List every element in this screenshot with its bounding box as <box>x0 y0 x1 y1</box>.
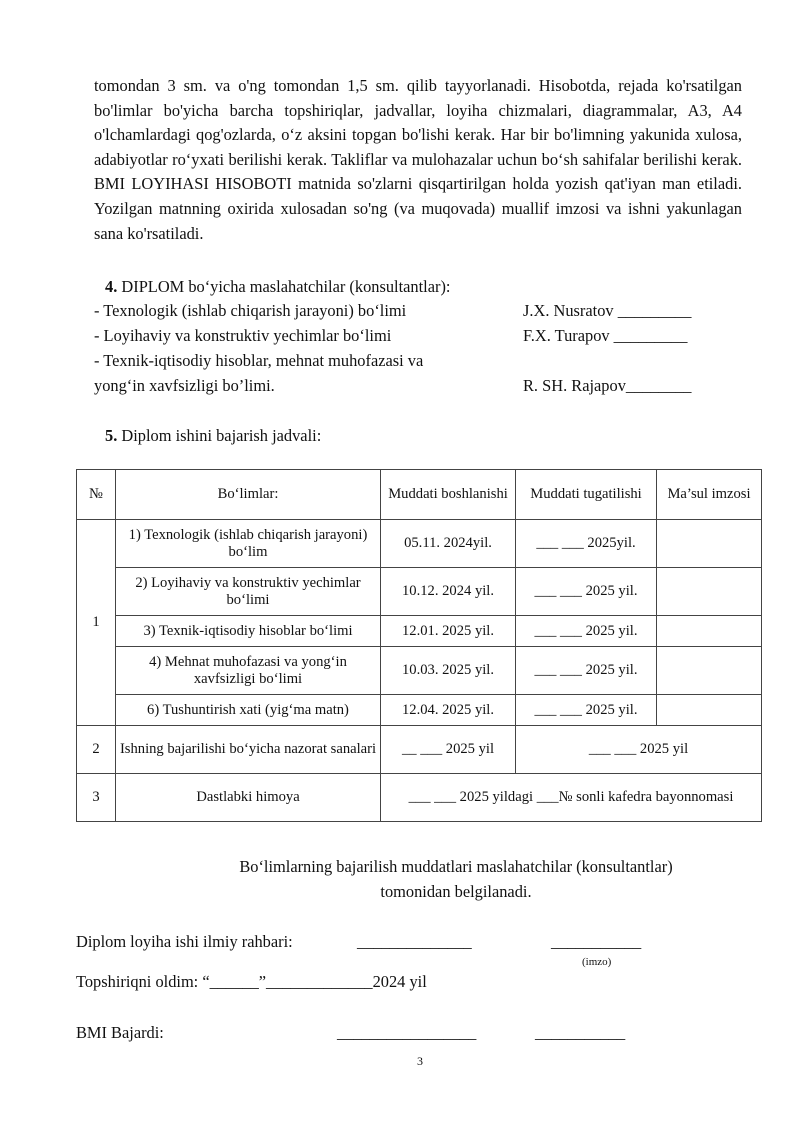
note-line: tomonidan belgilanadi. <box>380 882 532 901</box>
end-date-cell: ___ ___ 2025yil. <box>516 520 657 568</box>
start-date-cell: 12.04. 2025 yil. <box>381 695 516 726</box>
section-cell: 2) Loyihaviy va konstruktiv yechimlar bo‘limi <box>116 568 381 616</box>
row-number: 2 <box>77 726 116 774</box>
table-row <box>77 520 762 568</box>
table-row <box>77 616 762 647</box>
header-sign: Ma’sul imzosi <box>657 470 762 520</box>
consultant-item-label: - Loyihaviy va konstruktiv yechimlar bo‘limi <box>94 326 392 345</box>
consultants-heading-number: 4. <box>105 277 118 296</box>
table-row <box>77 695 762 726</box>
consultant-item-name: R. SH. Rajapov________ <box>523 376 692 395</box>
header-sections: Bo‘limlar: <box>116 470 381 520</box>
sign-cell <box>657 520 762 568</box>
supervisor-blank: ______________ <box>357 932 472 951</box>
consultant-item-label: - Texnologik (ishlab chiqarish jarayoni) bo‘limi <box>94 301 407 320</box>
consultants-heading-text: DIPLOM bo‘yicha maslahatchilar (konsultantlar): <box>117 277 451 296</box>
start-date-cell: 05.11. 2024yil. <box>381 520 516 568</box>
row-number: 3 <box>77 774 116 822</box>
table-row <box>77 774 762 822</box>
page-number: 3 <box>417 1054 423 1068</box>
header-start: Muddati boshlanishi <box>381 470 516 520</box>
consultant-item-label: yong‘in xavfsizligi bo’limi. <box>94 376 275 395</box>
sign-cell <box>657 568 762 616</box>
header-end: Muddati tugatilishi <box>516 470 657 520</box>
section-cell: Dastlabki himoya <box>116 774 381 822</box>
consultants-heading <box>105 277 450 297</box>
start-date-cell: __ ___ 2025 yil <box>381 726 516 774</box>
schedule-heading-number: 5. <box>105 426 118 445</box>
table-row <box>77 647 762 695</box>
note-line: Bo‘limlarning bajarilish muddatlari maslahatchilar (konsultantlar) <box>239 857 673 876</box>
protocol-cell: ___ ___ 2025 yildagi ___№ sonli kafedra bayonnomasi <box>381 774 762 822</box>
start-date-cell: 10.12. 2024 yil. <box>381 568 516 616</box>
end-date-cell: ___ ___ 2025 yil. <box>516 616 657 647</box>
bmi-signature-blank: ___________ <box>535 1023 626 1042</box>
sign-cell <box>657 616 762 647</box>
end-date-cell: ___ ___ 2025 yil <box>516 726 762 774</box>
end-date-cell: ___ ___ 2025 yil. <box>516 695 657 726</box>
intro-paragraph: tomondan 3 sm. va o'ng tomondan 1,5 sm. qilib tayyorlanadi. Hisobotda, rejada ko'rsatilgan bo'limlar bo'yicha barcha topshiriqlar, jadvallar, loyiha chizmalari, diagrammalar, A3, A4 o'lchamlardagi qog'ozlarda, o‘z aksini topgan bo'lishi kerak. Har bir bo'limning yakunida xulosa, adabiyotlar ro‘yxati berilishi kerak. Takliflar va mulohazalar uchun bo‘sh sahifalar berilishi kerak. BMI LOYIHASI HISOBOTI matnida so'zlarni qisqartirilgan holda yozish qat'iyan man etiladi. Yozilgan matnning oxirida xulosadan so'ng (va muqovada) muallif imzosi va ishni yakunlagan sana ko'rsatiladi. <box>94 76 742 243</box>
section-cell: 4) Mehnat muhofazasi va yong‘in xavfsizligi bo‘limi <box>116 647 381 695</box>
table-row <box>77 726 762 774</box>
bmi-blank: _________________ <box>337 1023 477 1042</box>
sign-cell <box>657 647 762 695</box>
bmi-label: BMI Bajardi: <box>76 1023 164 1042</box>
start-date-cell: 12.01. 2025 yil. <box>381 616 516 647</box>
consultant-item-label: - Texnik-iqtisodiy hisoblar, mehnat muhofazasi va <box>94 351 424 370</box>
received-line: Topshiriqni oldim: “______”_____________2024 yil <box>76 972 427 991</box>
end-date-cell: ___ ___ 2025 yil. <box>516 568 657 616</box>
start-date-cell: 10.03. 2025 yil. <box>381 647 516 695</box>
supervisor-label: Diplom loyiha ishi ilmiy rahbari: <box>76 932 293 951</box>
imzo-caption: (imzo) <box>582 956 612 968</box>
section-cell: Ishning bajarilishi bo‘yicha nazorat sanalari <box>116 726 381 774</box>
sign-cell <box>657 695 762 726</box>
group-number: 1 <box>77 520 116 726</box>
consultant-item-name: J.X. Nusratov _________ <box>523 301 692 320</box>
schedule-heading <box>105 426 321 446</box>
section-cell: 6) Tushuntirish xati (yig‘ma matn) <box>116 695 381 726</box>
section-cell: 1) Texnologik (ishlab chiqarish jarayoni) bo‘lim <box>116 520 381 568</box>
supervisor-signature-blank: ___________ <box>551 932 642 951</box>
end-date-cell: ___ ___ 2025 yil. <box>516 647 657 695</box>
table-row <box>77 568 762 616</box>
header-num: № <box>77 470 116 520</box>
table-header-row <box>77 470 762 520</box>
section-cell: 3) Texnik-iqtisodiy hisoblar bo‘limi <box>116 616 381 647</box>
schedule-table <box>76 469 762 822</box>
consultant-item-name: F.X. Turapov _________ <box>523 326 688 345</box>
schedule-heading-text: Diplom ishini bajarish jadvali: <box>117 426 322 445</box>
